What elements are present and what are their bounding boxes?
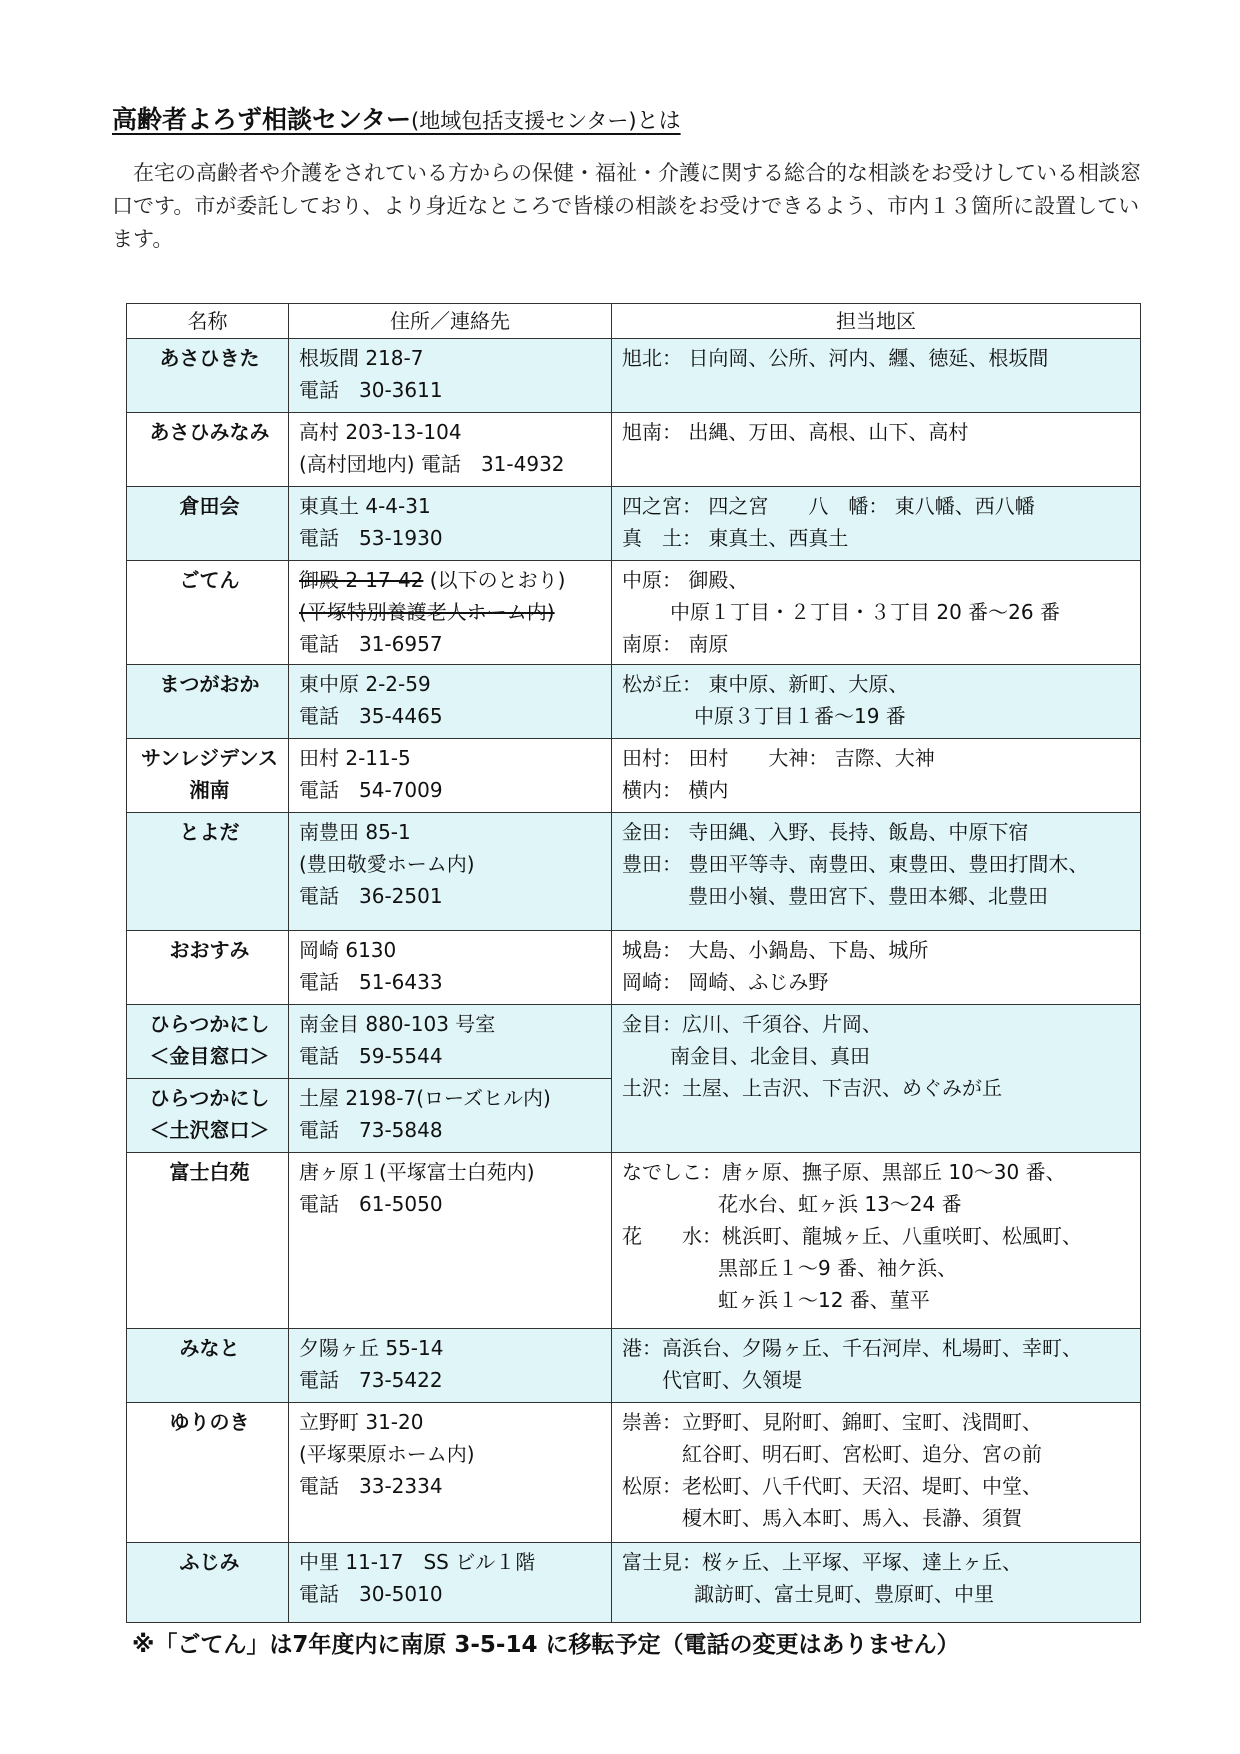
- table-header-row: [127, 304, 1141, 339]
- table-row: [127, 561, 1141, 665]
- center-address: 東中原 2-2-59 電話 35-4465: [289, 665, 612, 739]
- title-suffix: とは: [636, 109, 681, 134]
- old-facility-struck: (平塚特別養護老人ホーム内): [299, 600, 555, 624]
- old-address-struck: 御殿 2-17-42: [299, 568, 424, 592]
- intro-paragraph: 在宅の高齢者や介護をされている方からの保健・福祉・介護に関する総合的な相談をお受けしている相談窓口です。市が委託しており、より身近なところで皆様の相談をお受けできるよう、市内１３箇所に設置しています。: [112, 161, 1141, 251]
- center-area: 港：高浜台、夕陽ヶ丘、千石河岸、札場町、幸町、 代官町、久領堤: [612, 1329, 1141, 1403]
- center-address: 岡崎 6130 電話 51-6433: [289, 931, 612, 1005]
- center-name: ひらつかにし ＜土沢窓口＞: [127, 1079, 289, 1153]
- table-row: [127, 931, 1141, 1005]
- center-address: 東真土 4-4-31 電話 53-1930: [289, 487, 612, 561]
- center-area: 旭南： 出縄、万田、高根、山下、高村: [612, 413, 1141, 487]
- center-address: 唐ヶ原１(平塚富士白苑内) 電話 61-5050: [289, 1153, 612, 1329]
- center-name: あさひみなみ: [127, 413, 289, 487]
- title-paren: (地域包括支援センター): [411, 109, 637, 133]
- table-row: [127, 1543, 1141, 1623]
- relocation-note: ※「ごてん」は7年度内に南原 3-5-14 に移転予定（電話の変更はありません）: [132, 1632, 960, 1658]
- center-area: 金目：広川、千須谷、片岡、 南金目、北金目、真田 土沢：土屋、上吉沢、下吉沢、めぐみが丘: [612, 1005, 1141, 1153]
- center-name: まつがおか: [127, 665, 289, 739]
- center-area: 富士見：桜ヶ丘、上平塚、平塚、達上ヶ丘、 諏訪町、富士見町、豊原町、中里: [612, 1543, 1141, 1623]
- center-area: 中原： 御殿、 中原１丁目・２丁目・３丁目 20 番～26 番 南原： 南原: [612, 561, 1141, 665]
- table-row: [127, 1329, 1141, 1403]
- center-name: あさひきた: [127, 339, 289, 413]
- center-area: 四之宮： 四之宮 八 幡： 東八幡、西八幡 真 土： 東真土、西真土: [612, 487, 1141, 561]
- center-address: 田村 2-11-5 電話 54-7009: [289, 739, 612, 813]
- table-row: [127, 739, 1141, 813]
- header-area: 担当地区: [612, 304, 1141, 339]
- center-area: 松が丘： 東中原、新町、大原、 中原３丁目１番～19 番: [612, 665, 1141, 739]
- center-name: ふじみ: [127, 1543, 289, 1623]
- header-name: 名称: [127, 304, 289, 339]
- center-address: 南金目 880-103 号室 電話 59-5544: [289, 1005, 612, 1079]
- center-address: 御殿 2-17-42 (以下のとおり) (平塚特別養護老人ホーム内) 電話 31-6957: [289, 561, 612, 665]
- center-name: ひらつかにし ＜金目窓口＞: [127, 1005, 289, 1079]
- center-area: 金田： 寺田縄、入野、長持、飯島、中原下宿 豊田： 豊田平等寺、南豊田、東豊田、豊田打間木、 豊田小嶺、豊田宮下、豊田本郷、北豊田: [612, 813, 1141, 931]
- center-name: とよだ: [127, 813, 289, 931]
- center-area: 崇善：立野町、見附町、錦町、宝町、浅間町、 紅谷町、明石町、宮松町、追分、宮の前 松原：老松町、八千代町、天沼、堤町、中堂、 榎木町、馬入本町、馬入、長瀞、須賀: [612, 1403, 1141, 1543]
- center-address: 高村 203-13-104 (高村団地内) 電話 31-4932: [289, 413, 612, 487]
- table-row: [127, 413, 1141, 487]
- center-address: 南豊田 85-1 (豊田敬愛ホーム内) 電話 36-2501: [289, 813, 612, 931]
- table-row: [127, 1403, 1141, 1543]
- table-row: [127, 339, 1141, 413]
- center-area: 城島： 大島、小鍋島、下島、城所 岡崎： 岡崎、ふじみ野: [612, 931, 1141, 1005]
- table-row: [127, 487, 1141, 561]
- table-row: [127, 1153, 1141, 1329]
- center-address: 立野町 31-20 (平塚栗原ホーム内) 電話 33-2334: [289, 1403, 612, 1543]
- header-address: 住所／連絡先: [289, 304, 612, 339]
- center-name: 富士白苑: [127, 1153, 289, 1329]
- center-name: サンレジデンス 湘南: [127, 739, 289, 813]
- center-name: 倉田会: [127, 487, 289, 561]
- centers-table: [126, 303, 1141, 1623]
- center-name: ごてん: [127, 561, 289, 665]
- table-row: [127, 1005, 1141, 1079]
- center-area: なでしこ：唐ヶ原、撫子原、黒部丘 10～30 番、 花水台、虹ヶ浜 13～24 番 花 水：桃浜町、龍城ヶ丘、八重咲町、松風町、 黒部丘１～9 番、袖ケ浜、 虹ヶ浜１～12 番、菫平: [612, 1153, 1141, 1329]
- center-area: 旭北： 日向岡、公所、河内、纒、徳延、根坂間: [612, 339, 1141, 413]
- center-name: みなと: [127, 1329, 289, 1403]
- center-name: ゆりのき: [127, 1403, 289, 1543]
- center-address: 土屋 2198-7(ローズヒル内) 電話 73-5848: [289, 1079, 612, 1153]
- center-address: 中里 11-17 SS ビル１階 電話 30-5010: [289, 1543, 612, 1623]
- table-row: [127, 665, 1141, 739]
- address-note: (以下のとおり): [423, 568, 566, 592]
- table-row: [127, 813, 1141, 931]
- center-address: 根坂間 218-7 電話 30-3611: [289, 339, 612, 413]
- title-main: 高齢者よろず相談センター: [112, 105, 412, 134]
- center-address: 夕陽ヶ丘 55-14 電話 73-5422: [289, 1329, 612, 1403]
- center-area: 田村： 田村 大神： 吉際、大神 横内： 横内: [612, 739, 1141, 813]
- center-name: おおすみ: [127, 931, 289, 1005]
- page-title: [112, 100, 681, 136]
